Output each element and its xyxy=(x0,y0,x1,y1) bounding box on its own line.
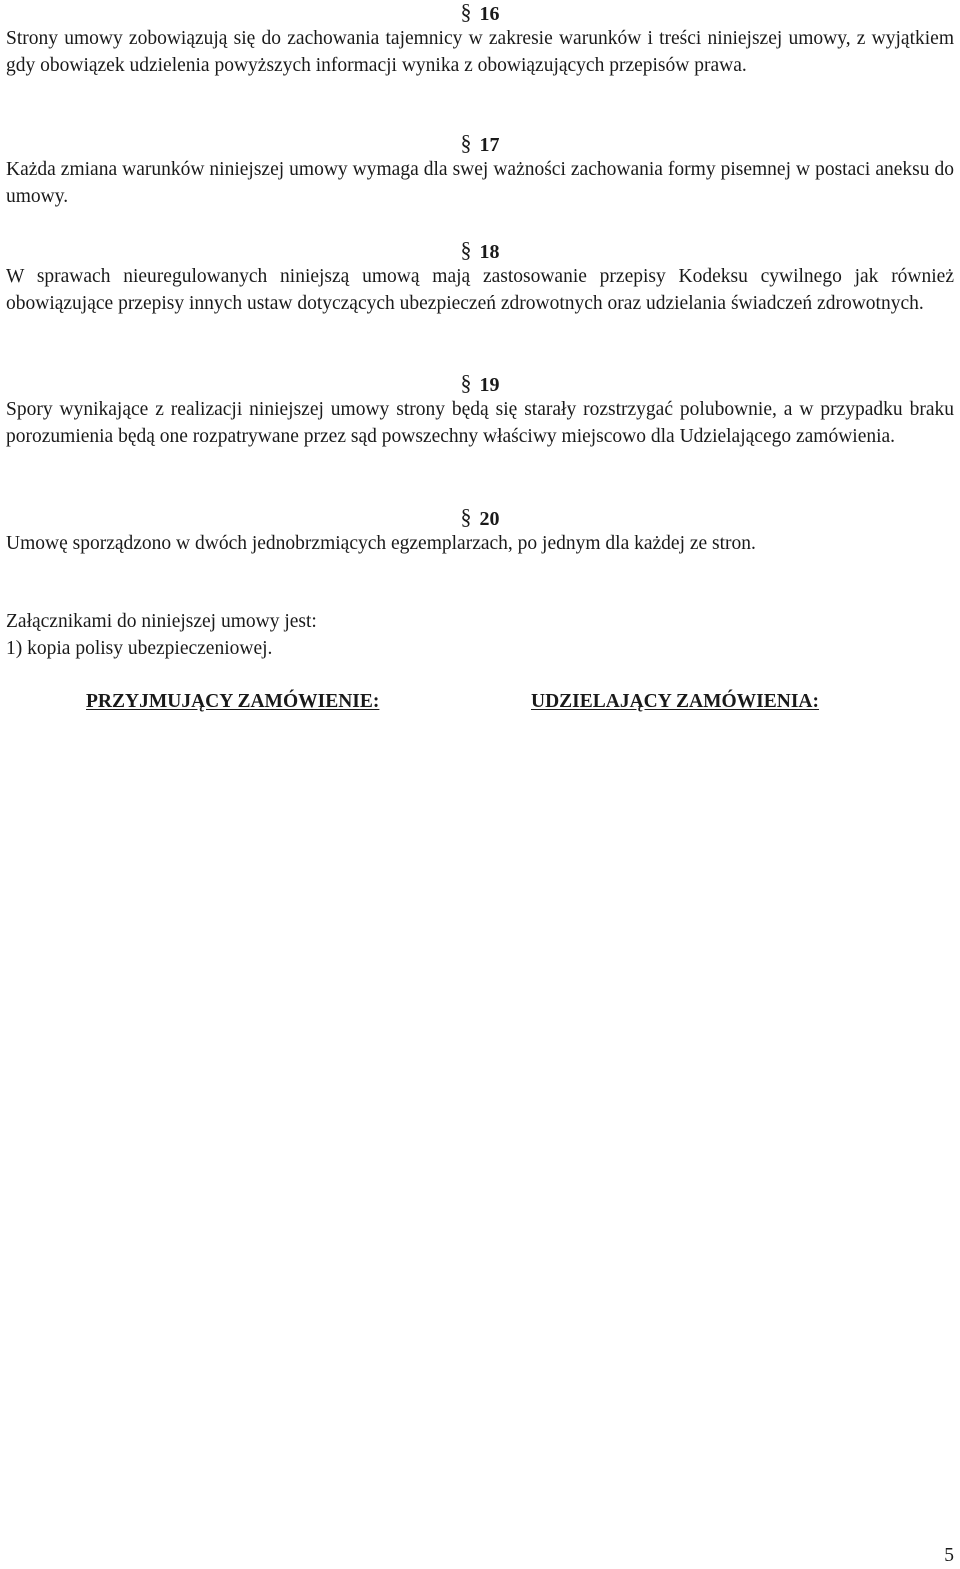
section-text: Strony umowy zobowiązują się do zachowania tajemnicy w zakresie warunków i treści niniejszej umowy, z wyjątkiem gdy obowiązek udzielenia powyższych informacji wynika z obowiązujących przepisów prawa. xyxy=(6,28,954,76)
section-number: 19 xyxy=(479,374,500,396)
section-heading xyxy=(6,505,954,531)
section-number: 18 xyxy=(479,241,500,263)
section-18 xyxy=(6,238,954,317)
attachments-block xyxy=(6,608,954,662)
section-sign-icon: § xyxy=(460,504,472,529)
signature-ordering-party-label: UDZIELAJĄCY ZAMÓWIENIA: xyxy=(531,691,820,712)
section-number: 16 xyxy=(479,3,500,25)
page-number: 5 xyxy=(944,1545,954,1566)
section-heading xyxy=(6,131,954,157)
section-number: 20 xyxy=(479,508,500,530)
section-heading xyxy=(6,0,954,26)
section-sign-icon: § xyxy=(460,370,472,395)
section-heading xyxy=(6,371,954,397)
section-sign-icon: § xyxy=(460,237,472,262)
section-text: Spory wynikające z realizacji niniejszej umowy strony będą się starały rozstrzygać polubownie, a w przypadku braku porozumienia będą one rozpatrywane przez sąd powszechny właściwy miejscowo dla Udzielającego zamówienia. xyxy=(6,399,954,447)
section-20 xyxy=(6,505,954,558)
section-17 xyxy=(6,131,954,210)
section-sign-icon: § xyxy=(460,130,472,155)
section-text: W sprawach nieuregulowanych niniejszą umową mają zastosowanie przepisy Kodeksu cywilnego jak również obowiązujące przepisy innych ustaw dotyczących ubezpieczeń zdrowotnych oraz udzielania świadczeń zdrowotnych. xyxy=(6,266,954,314)
section-sign-icon: § xyxy=(460,0,472,24)
section-text: Każda zmiana warunków niniejszej umowy wymaga dla swej ważności zachowania formy pisemnej w postaci aneksu do umowy. xyxy=(6,159,954,207)
section-19 xyxy=(6,371,954,450)
signature-contractor-label: PRZYJMUJĄCY ZAMÓWIENIE: xyxy=(86,691,380,712)
attachments-intro: Załącznikami do niniejszej umowy jest: xyxy=(6,611,317,632)
section-number: 17 xyxy=(479,134,500,156)
section-16 xyxy=(6,0,954,79)
section-text: Umowę sporządzono w dwóch jednobrzmiących egzemplarzach, po jednym dla każdej ze stron. xyxy=(6,533,756,554)
section-heading xyxy=(6,238,954,264)
attachment-item: 1) kopia polisy ubezpieczeniowej. xyxy=(6,638,273,659)
